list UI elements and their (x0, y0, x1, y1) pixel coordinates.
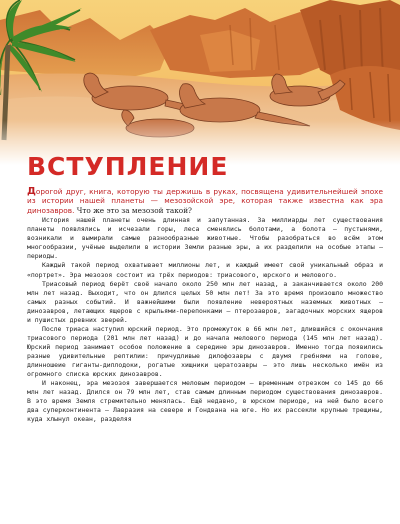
article-body (27, 187, 383, 424)
paragraph: История нашей планеты очень длинная и запутанная. За миллиарды лет существования планеты появлялись и исчезали горы, леса сменялись болотами, а болота — пустынями, возникали и вымирали самые разнообразные животные. Чтобы разобраться во всём этом многообразии, учёные выделили в истории Земли разные эры, а их разделили на особые этапы — периоды. (27, 216, 383, 261)
page-title: ВСТУПЛЕНИЕ (27, 152, 229, 181)
paragraph: Триасовый период берёт своё начало около 250 млн лет назад, а заканчивается около 200 млн лет назад. Выходит, что он длился целых 50 млн лет! За это время произошло множество самых разных событий. И важнейшими были появление невероятных наземных животных — динозавров, летающих ящеров с крыльями-перепонками — птерозавров, загадочных морских ящеров и пушистых древних зверей. (27, 279, 383, 324)
lead-red-text: орогой друг, книга, которую ты держишь в руках, посвящена удивительнейшей эпохе из истории нашей планеты — мезозойской эре, которая также известна как эра динозавров. (27, 187, 383, 215)
drop-cap: Д (27, 186, 36, 197)
paragraph: После триаса наступил юрский период. Это промежуток в 66 млн лет, длившийся с окончания триасового периода (201 млн лет назад) и до начала мелового периода (145 млн лет назад). Юрский период занимает особое положение в середине эры динозавров. Именно тогда появились разные удивительные рептилии: причудливые дилофозавры с двумя гребнями на голове, длинношеие гиганты-диплодоки, рогатые хищники цератозавры — это лишь несколько имён из огромного списка юрских динозавров. (27, 324, 383, 379)
dinosaur-landscape-illustration (0, 0, 400, 165)
paragraph: Каждый такой период охватывает миллионы лет, и каждый имеет свой уникальный образ и «портрет». Эра мезозоя состоит из трёх периодов: триасового, юрского и мелового. (27, 261, 383, 279)
paragraph: И наконец, эра мезозоя завершается меловым периодом — временным отрезком со 145 до 66 млн лет назад. Длился он 79 млн лет, став самым длинным периодом существования динозавров. В это время Земля стремительно менялась. Ещё недавно, в юрском периоде, на ней было всего два суперконтинента — Лавразия на севере и Гондвана на юге. Но их рассекли крупные трещины, куда хлынул океан, разделяя (27, 379, 383, 424)
lead-tail: Что же это за мезозой такой? (74, 205, 192, 215)
lead-paragraph (27, 187, 383, 215)
